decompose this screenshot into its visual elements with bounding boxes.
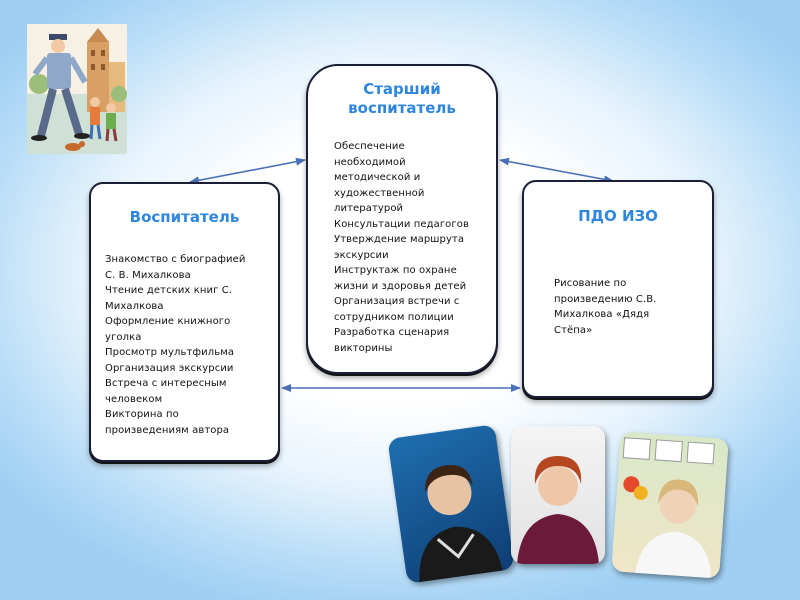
text-line: художественной (334, 187, 425, 199)
text-line: Встреча с интересным (105, 378, 227, 389)
arrow-center-right (500, 160, 613, 181)
text-line: методической и (334, 172, 421, 183)
text-line: Михалкова (105, 300, 164, 312)
text-line: Оформление книжного (105, 316, 231, 327)
text-line: Михалкова «Дядя (554, 309, 650, 320)
art-teacher-text (554, 276, 656, 338)
senior-teacher-box (306, 64, 498, 374)
text-line: Консультации педагогов (334, 218, 469, 230)
text-line: Рисование по (554, 278, 627, 289)
art-teacher-title: ПДО ИЗО (578, 207, 658, 225)
text-line: Викторина по (105, 409, 179, 420)
senior-teacher-title (308, 80, 496, 118)
text-line: уголка (105, 331, 142, 343)
text-line: Стёпа» (554, 324, 593, 336)
text-line: С. В. Михалкова (105, 269, 191, 281)
arrow-center-left (190, 160, 305, 182)
text-line: Организация встречи с (334, 296, 460, 307)
title-line: воспитатель (348, 98, 456, 117)
text-line: Просмотр мультфильма (105, 347, 235, 358)
text-line: Инструктаж по охране (334, 265, 457, 276)
text-line: Чтение детских книг С. (105, 285, 233, 296)
art-teacher-box (522, 180, 714, 398)
text-line: викторины (334, 342, 393, 354)
text-line: необходимой (334, 156, 406, 168)
text-line: Утверждение маршрута (334, 234, 465, 245)
text-line: Знакомство с биографией (105, 254, 246, 265)
text-line: литературой (334, 203, 404, 214)
teacher-portrait-photo (387, 424, 514, 584)
teacher-title: Воспитатель (129, 208, 240, 226)
text-line: человеком (105, 393, 163, 405)
text-line: Обеспечение (334, 141, 405, 152)
text-line: Организация экскурсии (105, 362, 234, 374)
text-line: произведениям автора (105, 424, 230, 436)
teacher-text (105, 252, 245, 438)
text-line: Разработка сценария (334, 327, 450, 338)
teacher-box (89, 182, 280, 462)
title-line: Старший (363, 80, 441, 98)
text-line: жизни и здоровья детей (334, 280, 467, 292)
text-line: сотрудником полиции (334, 311, 454, 323)
teacher-portrait-photo (511, 426, 605, 564)
text-line: экскурсии (334, 249, 389, 261)
text-line: произведению С.В. (554, 293, 657, 305)
senior-teacher-text (334, 139, 469, 356)
teacher-portrait-photo (611, 431, 729, 578)
